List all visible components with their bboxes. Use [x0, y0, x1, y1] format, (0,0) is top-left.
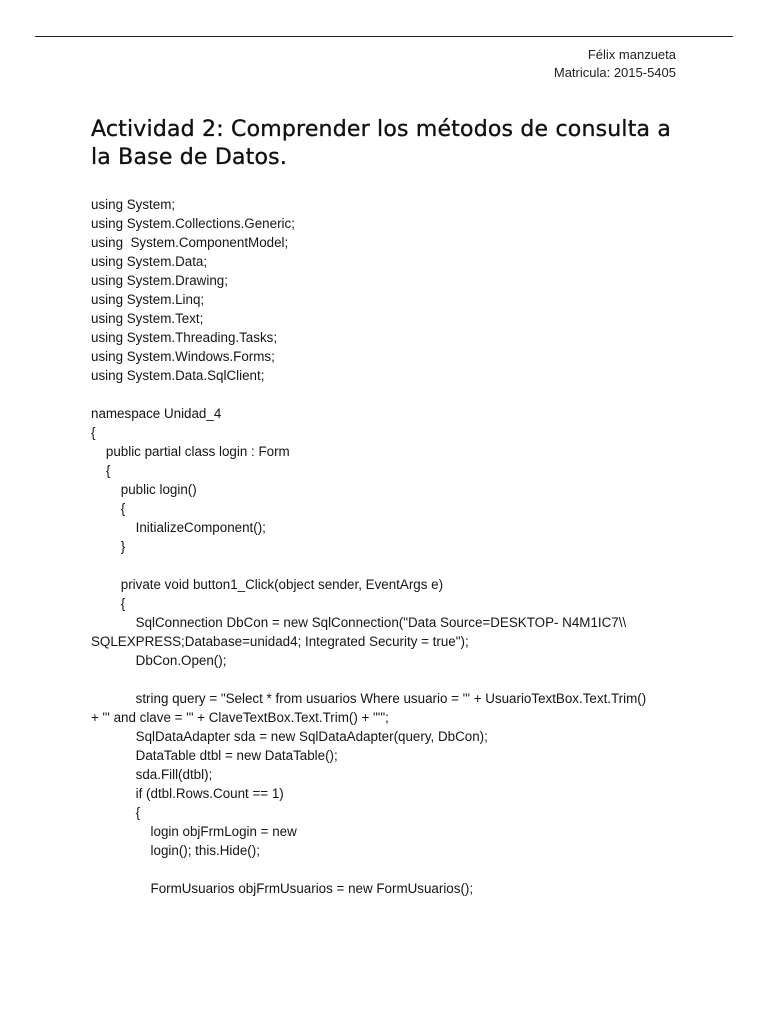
code-line: } — [91, 539, 126, 554]
code-line: using System.Windows.Forms; — [91, 349, 275, 364]
code-line — [91, 556, 731, 575]
document-title: Actividad 2: Comprender los métodos de consulta a la Base de Datos. — [91, 117, 672, 170]
code-line: public partial class login : Form — [91, 444, 290, 459]
code-line: using System; — [91, 197, 176, 212]
code-line: using System.Linq; — [91, 292, 205, 307]
code-line: { — [91, 463, 111, 478]
code-line: SqlConnection DbCon = new SqlConnection("Data Source=DESKTOP- N4M1IC7\\ — [91, 615, 627, 630]
matricula: Matricula: 2015-5405 — [553, 65, 676, 80]
code-line: using System.Data.SqlClient; — [91, 368, 265, 383]
code-line: login objFrmLogin = new — [91, 824, 297, 839]
code-line: string query = "Select * from usuarios Where usuario = '" + UsuarioTextBox.Text.Trim() — [91, 691, 647, 706]
code-line: FormUsuarios objFrmUsuarios = new FormUsuarios(); — [91, 881, 474, 896]
code-line: SQLEXPRESS;Database=unidad4; Integrated Security = true"); — [91, 634, 469, 649]
code-line: using System.ComponentModel; — [91, 235, 289, 250]
code-line — [91, 385, 731, 404]
header-rule — [35, 36, 733, 37]
code-line: { — [91, 805, 141, 820]
code-line: + "' and clave = '" + ClaveTextBox.Text.Trim() + "'"; — [91, 710, 389, 725]
code-line: sda.Fill(dtbl); — [91, 767, 213, 782]
author-name: Félix manzueta — [587, 47, 676, 62]
code-line: DbCon.Open(); — [91, 653, 227, 668]
code-line: using System.Drawing; — [91, 273, 228, 288]
code-line: using System.Data; — [91, 254, 208, 269]
code-line: if (dtbl.Rows.Count == 1) — [91, 786, 284, 801]
code-line: using System.Threading.Tasks; — [91, 330, 278, 345]
code-line: public login() — [91, 482, 197, 497]
code-line: { — [91, 596, 126, 611]
code-line: login(); this.Hide(); — [91, 843, 260, 858]
code-line — [91, 860, 731, 879]
code-line — [91, 670, 731, 689]
code-line: using System.Collections.Generic; — [91, 216, 295, 231]
code-line: { — [91, 425, 96, 440]
code-line: private void button1_Click(object sender, EventArgs e) — [91, 577, 444, 592]
code-line: { — [91, 501, 126, 516]
author-block — [554, 46, 676, 82]
code-block — [91, 195, 731, 898]
code-line: namespace Unidad_4 — [91, 406, 222, 421]
code-line: DataTable dtbl = new DataTable(); — [91, 748, 338, 763]
code-line: SqlDataAdapter sda = new SqlDataAdapter(query, DbCon); — [91, 729, 488, 744]
code-line: InitializeComponent(); — [91, 520, 266, 535]
code-line: using System.Text; — [91, 311, 204, 326]
